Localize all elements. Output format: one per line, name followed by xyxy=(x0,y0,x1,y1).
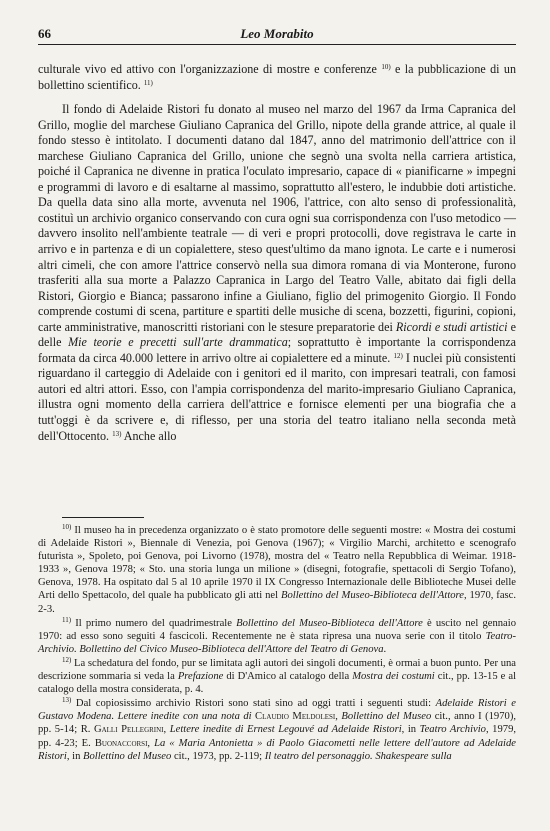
paragraph-continuation: culturale vivo ed attivo con l'organizzazione di mostre e conferenze $^{10)}$ e la pubblicazione di un bollettino scientifico. $^{11)}$ xyxy=(38,62,517,92)
page-header xyxy=(38,26,516,44)
footnotes xyxy=(38,524,516,763)
footnote-10: $^{10)}$ Il museo ha in precedenza organizzato o è stato promotore delle seguenti mostre: « Mostra dei costumi di Adelaide Ristori », Biennale di Venezia, poi Genova (1967); « Virgilio Marchi, architetto e scenografo futurista », Spoleto, poi Genova, poi Livorno (1978), mostra del « Teatro nella Repubblica di Weimar. 1918-1933 », Genova 1978; « Sto. una storia lunga un milione » (disegni, fotografie, spettacoli di Sergio Tofano), Genova, 1978. Ha ospitato dal 5 al 10 aprile 1970 il IX Congresso Internazionale delle Biblioteche Musei delle Arti dello Spettacolo, del quale ha pubblicato gli atti nel Bollettino del Museo-Biblioteca dell'Attore, 1970, fasc. 2-3. xyxy=(38,523,517,615)
footnote-12: $^{12)}$ La schedatura del fondo, pur se limitata agli autori dei singoli documenti, è ormai a buon punto. Per una descrizione sommaria si veda la Prefazione di D'Amico al catalogo della Mostra dei costumi cit., pp. 13-15 e al catalogo della mostra considerata, p. 4. xyxy=(38,655,517,696)
footnote-11: $^{11)}$ Il primo numero del quadrimestrale Bollettino del Museo-Biblioteca dell'Attore è uscito nel gennaio 1970: ad esso sono seguiti 4 fascicoli. Recentemente ne è stata ripresa una nuova serie con il titolo Teatro-Archivio. Bollettino del Civico Museo-Biblioteca dell'Attore del Teatro di Genova. xyxy=(38,615,516,655)
body-text xyxy=(38,62,516,444)
page-number: 66 xyxy=(38,26,51,41)
footnote-13: $^{13)}$ Dal copiosissimo archivio Ristori sono stati sino ad oggi tratti i seguenti studi: Adelaide Ristori e Gustavo Modena. Lettere inedite con una nota di Claudio Meldolesi, Bollettino del Museo cit., anno I (1970), pp. 5-14; R. Galli Pellegrini, Lettere inedite di Ernest Legouvé ad Adelaide Ristori, in Teatro Archivio, 1979, pp. 4-23; E. Buonaccorsi, La « Maria Antonietta » di Paolo Giacometti nelle lettere dell'autore ad Adelaide Ristori, in Bollettino del Museo cit., 1973, pp. 2-119; Il teatro del personaggio. Shakespeare sulla xyxy=(38,696,517,762)
footnote-rule xyxy=(62,517,144,518)
running-head: Leo Morabito xyxy=(240,26,314,41)
header-rule xyxy=(38,44,516,45)
paragraph-ristori-fund: Il fondo di Adelaide Ristori fu donato al museo nel marzo del 1967 da Irma Capranica del Grillo, moglie del marchese Giuliano Capranica del Grillo, nipote della grande attrice, al quale il fondo stesso è intitolato. I documenti datano dal 1847, anno del matrimonio dell'attrice con il marchese Giuliano Capranica del Grillo, unione che segnò una svolta nella carriera artistica, poiché il Capranica ne divenne in pratica l'oculato impresario, capace di « pianificarne » impegni e programmi di lavoro e di esaltarne al massimo, soprattutto all'estero, le indubbie doti artistiche. Da quella data sino alla morte, avvenuta nel 1906, l'attrice, con alto senso di professionalità, costituì un archivio organico conservando con cura ogni sua corrispondenza con l'uso metodico — davvero insolito nell'ambiente teatrale — di veri e propri protocolli, dove registrava le carte in arrivo e in partenza e di un copialettere, steso quest'ultimo da mano ignota. Le carte e i numerosi altri cimeli, che con amore l'attrice conservò nella sua dimora romana di via Monterone, furono trasferiti alla sua morte a Palazzo Capranica in Largo del Teatro Valle, abitato dai figli della Ristori, Giorgio e Bianca; passarono infine a Giuliano, figlio del primogenito Giorgio. Il Fondo comprende costumi di scena, partiture e spartiti delle musiche di scena, bozzetti, figurini, copioni, carte amministrative, manoscritti ristoriani con le stesure preparatorie dei Ricordi e studi artistici e delle Mie teorie e precetti sull'arte drammatica; soprattutto è importante la corrispondenza formata da circa 40.000 lettere in arrivo oltre ai copialettere ed a minute. $^{12)}$ I nuclei più consistenti riguardano il carteggio di Adelaide con i genitori ed il marito, con impresari teatrali, con famosi autori ed altri attori. Esso, con l'ampia corrispondenza del marito-impresario Giuliano Capranica, illustra ogni momento della carriera dell'attrice e fornisce elementi per una biografia che a tutt'oggi è da scrivere e, di riflesso, per una storia del teatro italiano nella seconda metà dell'Ottocento. $^{13)}$ Anche allo xyxy=(38,102,517,443)
